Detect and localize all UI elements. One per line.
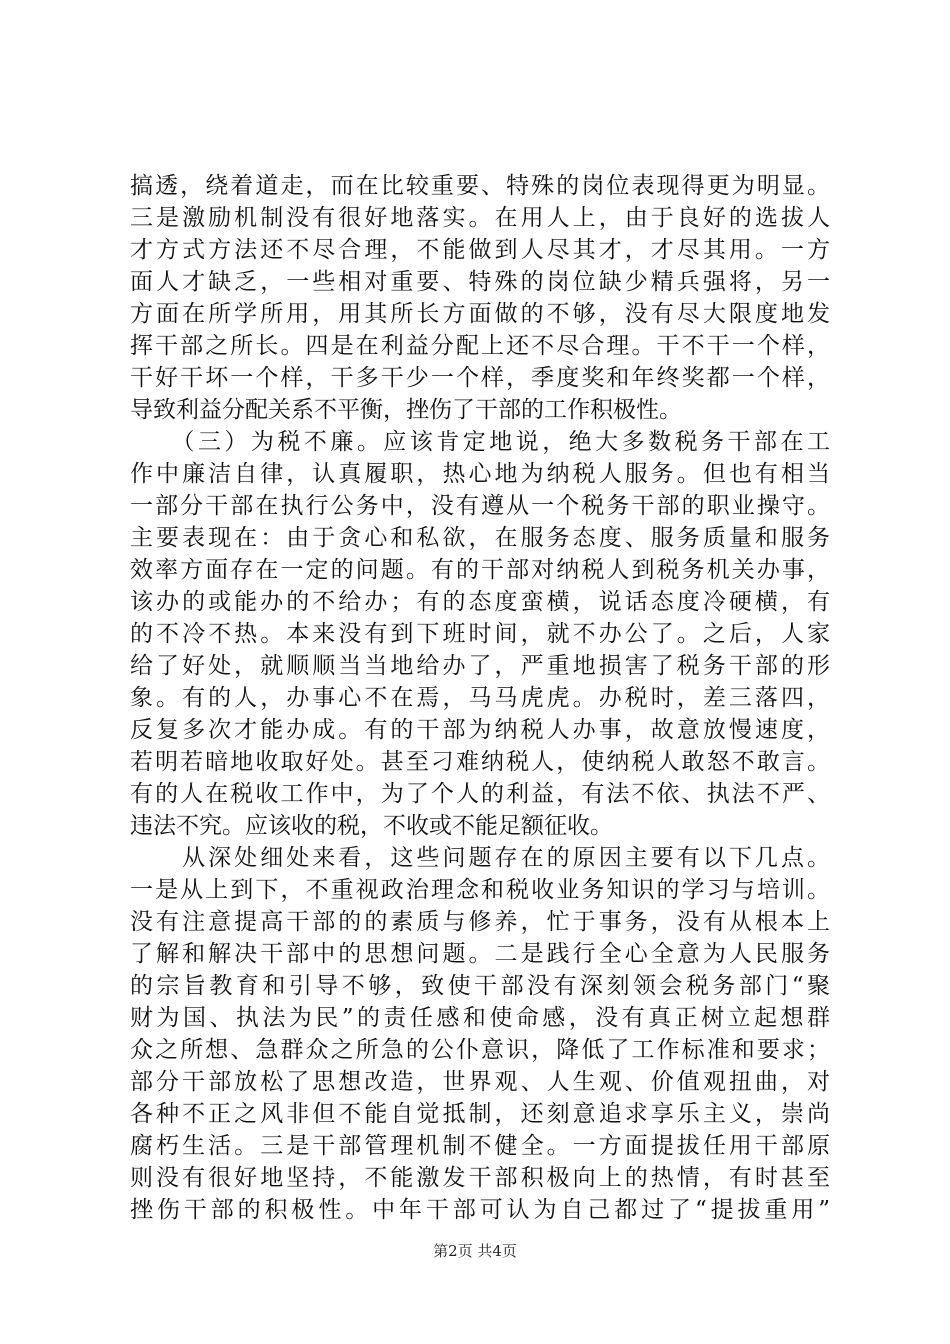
- text-line: 才方式方法还不尽合理，不能做到人尽其才，才尽其用。一方: [130, 237, 830, 263]
- text-line: 搞透，绕着道走，而在比较重要、特殊的岗位表现得更为明显。: [130, 173, 830, 199]
- text-line: 该办的或能办的不给办；有的态度蛮横，说话态度冷硬横，有: [130, 589, 830, 615]
- document-body: [130, 170, 830, 1226]
- text-line: 反复多次才能办成。有的干部为纳税人办事，故意放慢速度，: [130, 717, 830, 743]
- text-line: 的宗旨教育和引导不够，致使干部没有深刻领会税务部门“聚: [130, 973, 830, 999]
- text-line: 三是激励机制没有很好地落实。在用人上，由于良好的选拔人: [130, 205, 830, 231]
- text-line: 效率方面存在一定的问题。有的干部对纳税人到税务机关办事，: [130, 557, 830, 583]
- text-line: 象。有的人，办事心不在焉，马马虎虎。办税时，差三落四，: [130, 685, 830, 711]
- text-line: 挥干部之所长。四是在利益分配上还不尽合理。干不干一个样，: [130, 333, 830, 359]
- text-line: 众之所想、急群众之所急的公仆意识，降低了工作标准和要求；: [130, 1037, 830, 1063]
- text-line: 有的人在税收工作中，为了个人的利益，有法不依、执法不严、: [130, 781, 830, 807]
- text-line: 的不冷不热。本来没有到下班时间，就不办公了。之后，人家: [130, 621, 830, 647]
- text-line: 给了好处，就顺顺当当地给办了，严重地损害了税务干部的形: [130, 653, 830, 679]
- text-line: 面人才缺乏，一些相对重要、特殊的岗位缺少精兵强将，另一: [130, 269, 830, 295]
- text-line: 导致利益分配关系不平衡，挫伤了干部的工作积极性。: [130, 397, 682, 423]
- text-line: 挫伤干部的积极性。中年干部可认为自己都过了“提拔重用”: [130, 1197, 830, 1223]
- text-line: 从深处细处来看，这些问题存在的原因主要有以下几点。: [130, 845, 830, 871]
- page-footer: 第2页 共4页: [433, 1242, 517, 1260]
- text-line: 一是从上到下，不重视政治理念和税收业务知识的学习与培训。: [130, 877, 830, 903]
- text-line: 方面在所学所用，用其所长方面做的不够，没有尽大限度地发: [130, 301, 830, 327]
- text-line: 若明若暗地收取好处。甚至刁难纳税人，使纳税人敢怒不敢言。: [130, 749, 830, 775]
- text-line: 没有注意提高干部的的素质与修养，忙于事务，没有从根本上: [130, 909, 830, 935]
- text-line: 腐朽生活。三是干部管理机制不健全。一方面提拔任用干部原: [130, 1133, 830, 1159]
- text-line: 违法不究。应该收的税，不收或不能足额征收。: [130, 813, 613, 839]
- text-line: 则没有很好地坚持，不能激发干部积极向上的热情，有时甚至: [130, 1165, 830, 1191]
- text-line: 作中廉洁自律，认真履职，热心地为纳税人服务。但也有相当: [130, 461, 830, 487]
- text-line: 部分干部放松了思想改造，世界观、人生观、价值观扭曲，对: [130, 1069, 830, 1095]
- text-line: 财为国、执法为民”的责任感和使命感，没有真正树立起想群: [130, 1005, 830, 1031]
- text-line: 主要表现在：由于贪心和私欲，在服务态度、服务质量和服务: [130, 525, 830, 551]
- text-line: 一部分干部在执行公务中，没有遵从一个税务干部的职业操守。: [130, 493, 830, 519]
- text-line: 各种不正之风非但不能自觉抵制，还刻意追求享乐主义，崇尚: [130, 1101, 830, 1127]
- text-line: 干好干坏一个样，干多干少一个样，季度奖和年终奖都一个样，: [130, 365, 830, 391]
- text-line: （三）为税不廉。应该肯定地说，绝大多数税务干部在工: [130, 429, 830, 455]
- text-line: 了解和解决干部中的思想问题。二是践行全心全意为人民服务: [130, 941, 830, 967]
